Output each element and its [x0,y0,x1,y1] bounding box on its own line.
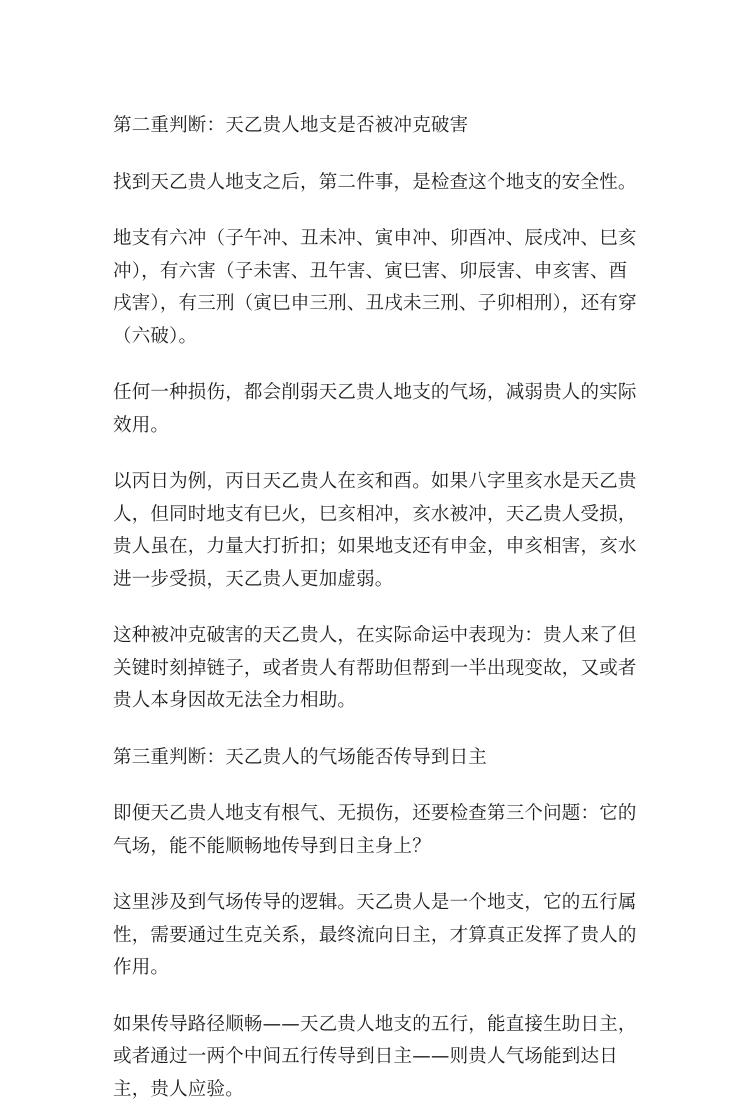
section-heading-third-judgment: 第三重判断：天乙贵人的气场能否传导到日主 [113,742,642,775]
paragraph: 任何一种损伤，都会削弱天乙贵人地支的气场，减弱贵人的实际效用。 [113,377,642,442]
paragraph: 这种被冲克破害的天乙贵人，在实际命运中表现为：贵人来了但关键时刻掉链子，或者贵人有帮助但帮到一半出现变故，又或者贵人本身因故无法全力相助。 [113,620,642,718]
paragraph: 即便天乙贵人地支有根气、无损伤，还要检查第三个问题：它的气场，能不能顺畅地传导到日主身上？ [113,798,642,863]
paragraph: 找到天乙贵人地支之后，第二件事，是检查这个地支的安全性。 [113,167,642,200]
section-heading-second-judgment: 第二重判断：天乙贵人地支是否被冲克破害 [113,110,642,143]
paragraph: 如果传导路径顺畅——天乙贵人地支的五行，能直接生助日主，或者通过一两个中间五行传导到日主——则贵人气场能到达日主，贵人应验。 [113,1009,642,1106]
paragraph: 以丙日为例，丙日天乙贵人在亥和酉。如果八字里亥水是天乙贵人，但同时地支有巳火，巳亥相冲，亥水被冲，天乙贵人受损，贵人虽在，力量大打折扣；如果地支还有申金，申亥相害，亥水进一步受损，天乙贵人更加虚弱。 [113,466,642,596]
paragraph: 这里涉及到气场传导的逻辑。天乙贵人是一个地支，它的五行属性，需要通过生克关系，最终流向日主，才算真正发挥了贵人的作用。 [113,887,642,985]
paragraph: 地支有六冲（子午冲、丑未冲、寅申冲、卯酉冲、辰戌冲、巳亥冲），有六害（子未害、丑午害、寅巳害、卯辰害、申亥害、酉戌害），有三刑（寅巳申三刑、丑戌未三刑、子卯相刑），还有穿（六破）。 [113,223,642,353]
